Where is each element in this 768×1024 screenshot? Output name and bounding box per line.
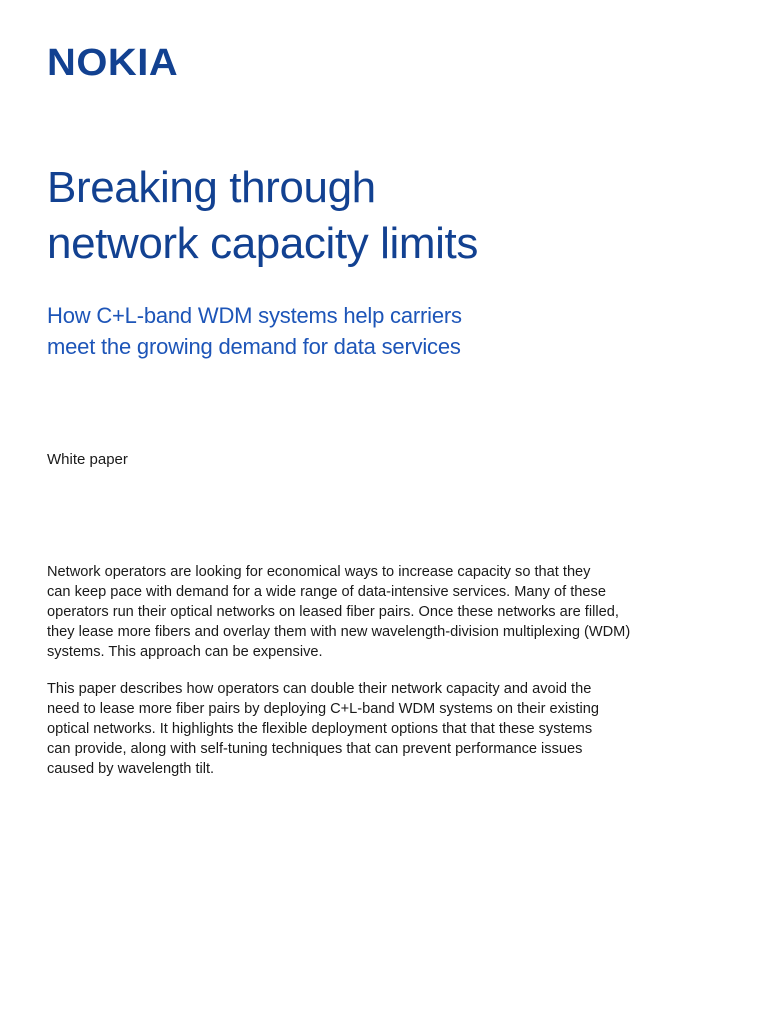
text-line: need to lease more fiber pairs by deploying C+L-band WDM systems on their existing	[47, 701, 599, 717]
text-line: systems. This approach can be expensive.	[47, 644, 323, 660]
page-title	[47, 160, 727, 272]
subtitle-line: meet the growing demand for data services	[47, 334, 461, 359]
title-line: network capacity limits	[47, 219, 478, 268]
intro-paragraph-2	[47, 679, 727, 779]
nokia-logo: NOKIA	[47, 42, 179, 84]
intro-paragraph-1	[47, 562, 727, 662]
page-subtitle	[47, 300, 727, 362]
text-line: operators run their optical networks on leased fiber pairs. Once these networks are filled,	[47, 604, 619, 620]
text-line: can provide, along with self-tuning techniques that can prevent performance issues	[47, 741, 583, 757]
text-line: optical networks. It highlights the flexible deployment options that that these systems	[47, 721, 593, 737]
text-line: Network operators are looking for economical ways to increase capacity so that they	[47, 564, 591, 580]
text-line: can keep pace with demand for a wide range of data-intensive services. Many of these	[47, 584, 606, 600]
title-line: Breaking through	[47, 163, 376, 212]
text-line: caused by wavelength tilt.	[47, 761, 215, 777]
document-type-label: White paper	[47, 451, 128, 468]
text-line: they lease more fibers and overlay them with new wavelength-division multiplexing (WDM)	[47, 624, 631, 640]
text-line: This paper describes how operators can double their network capacity and avoid the	[47, 681, 592, 697]
subtitle-line: How C+L-band WDM systems help carriers	[47, 303, 462, 328]
